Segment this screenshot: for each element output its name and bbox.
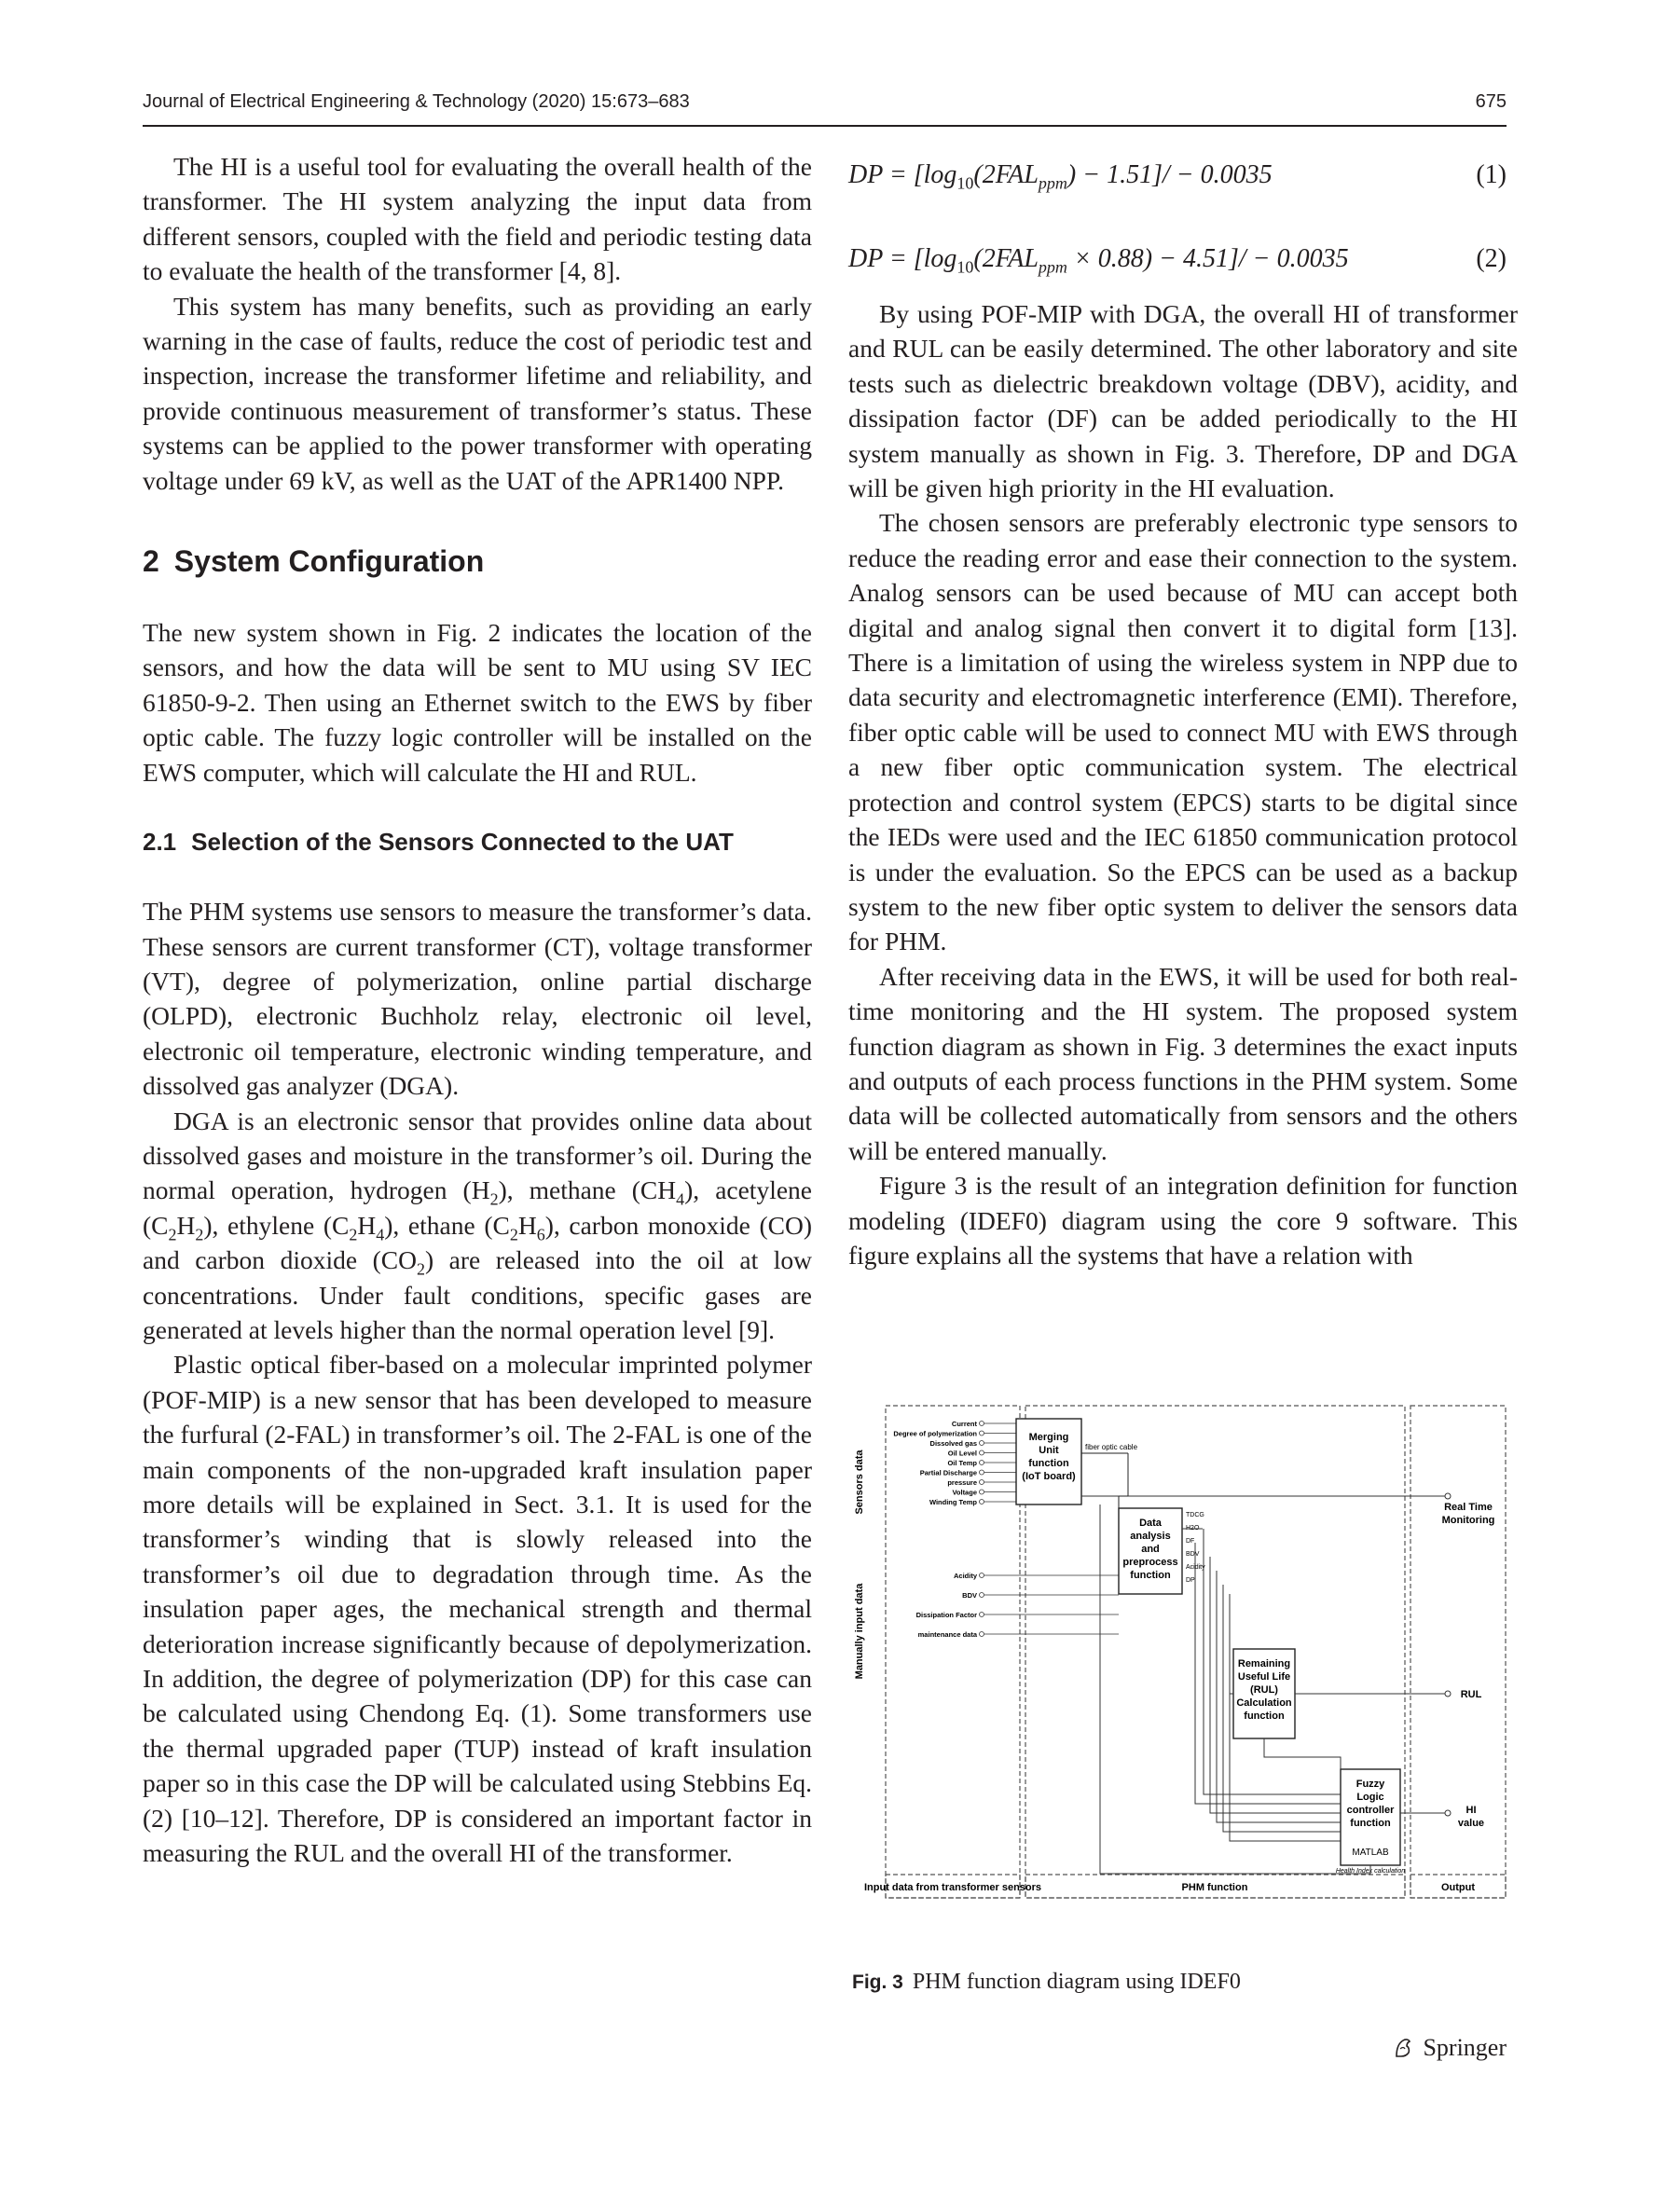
sensor-input-label: Dissolved gas bbox=[929, 1439, 977, 1448]
svg-text:and: and bbox=[1141, 1544, 1160, 1555]
svg-text:Logic: Logic bbox=[1356, 1792, 1384, 1803]
sensor-input-label: Degree of polymerization bbox=[893, 1429, 977, 1438]
paragraph: This system has many benefits, such as providing an early warning in the case of faults, reduce the cost of periodic test and inspection, increase the transformer lifetime and reliability, and provide continuous measurement of transformer’s status. These systems can be applied to the power transformer with operating voltage under 69 kV, as well as the UAT of the APR1400 NPP. bbox=[143, 291, 812, 495]
figure-caption-text: PHM function diagram using IDEF0 bbox=[912, 1970, 1241, 1994]
paragraph: DGA is an electronic sensor that provides online data about dissolved gases and moisture in the transformer’s oil. During the normal operation, hydrogen $(H_2)$, methane $(CH_4)$, acetylene $(C_2H_2)$, ethylene $(C_2H_4)$, ethane $(C_2H_6)$, carbon monoxide (CO) and carbon dioxide $(CO_2)$ are released into the oil at low concentrations. Under fault conditions, specific gases are generated at levels higher than the normal operation level [9]. bbox=[143, 1106, 813, 1344]
svg-text:function: function bbox=[1350, 1818, 1391, 1829]
phm-region-label: PHM function bbox=[1181, 1882, 1248, 1893]
svg-text:controller: controller bbox=[1346, 1805, 1395, 1816]
svg-text:function: function bbox=[1028, 1458, 1069, 1469]
svg-text:Data: Data bbox=[1139, 1518, 1162, 1529]
input-connector-icon bbox=[980, 1573, 984, 1578]
left-column bbox=[143, 149, 812, 1870]
figure-caption bbox=[852, 1970, 1241, 1995]
svg-text:Monitoring: Monitoring bbox=[1441, 1515, 1495, 1526]
idef0-diagram bbox=[848, 1403, 1510, 1920]
input-region-label: Input data from transformer sensors bbox=[863, 1882, 1042, 1893]
right-column bbox=[848, 296, 1518, 1272]
equation-number: (2) bbox=[1476, 244, 1507, 273]
svg-text:function: function bbox=[1244, 1711, 1285, 1722]
svg-text:Calculation: Calculation bbox=[1236, 1697, 1292, 1709]
analysis-output-label: TDCG bbox=[1186, 1512, 1204, 1518]
svg-text:Useful Life: Useful Life bbox=[1237, 1671, 1291, 1683]
svg-text:preprocess: preprocess bbox=[1122, 1557, 1178, 1568]
analysis-output-label: DP bbox=[1186, 1577, 1195, 1584]
section-number: 2 bbox=[143, 544, 159, 579]
input-connector-icon bbox=[980, 1500, 984, 1504]
analysis-output-label: H2O bbox=[1186, 1525, 1200, 1532]
manual-input-label: Dissipation Factor bbox=[915, 1611, 977, 1619]
figure-label: Fig. 3 bbox=[852, 1972, 903, 1993]
springer-horse-icon bbox=[1391, 2036, 1415, 2060]
svg-text:Merging: Merging bbox=[1028, 1432, 1069, 1443]
rul-output-label: RUL bbox=[1460, 1689, 1482, 1700]
running-header: Journal of Electrical Engineering & Technology (2020) 15:673–683 bbox=[143, 91, 690, 112]
analysis-outputs bbox=[1186, 1512, 1205, 1584]
paragraph: The HI is a useful tool for evaluating the overall health of the transformer. The HI system analyzing the input data from different sensors, coupled with the field and periodic testing data to evaluate the health of the transformer [4, 8]. bbox=[143, 152, 812, 286]
fiber-optic-label: fiber optic cable bbox=[1085, 1443, 1138, 1451]
hi-value-label: HI bbox=[1465, 1805, 1477, 1816]
matlab-label: MATLAB bbox=[1352, 1848, 1389, 1858]
paragraph: The chosen sensors are preferably electronic type sensors to reduce the reading error and ease their connection to the system. Analog sensors can be used because of MU can accept both digital and analog signal then convert it to digital form [13]. There is a limitation of using the wireless system in NPP due to data security and electromagnetic interference (EMI). Therefore, fiber optic cable will be used to connect MU with EWS through a new fiber optic communication system. The electrical protection and control system (EPCS) starts to be digital since the IEDs were used and the IEC 61850 communication protocol is under the evaluation. So the EPCS can be used as a backup system to the new fiber optic system to deliver the sensors data for PHM. bbox=[848, 508, 1518, 956]
health-index-label: Health Index calculation bbox=[1335, 1868, 1406, 1875]
sensors-data-label: Sensors data bbox=[854, 1449, 865, 1515]
sensor-input-label: Voltage bbox=[952, 1488, 977, 1497]
subsection-number: 2.1 bbox=[143, 828, 177, 857]
equation-1: DP = $[\log_{10}(2FAL_{ppm}) - 1.51]/ - 0.0035$ (1) bbox=[848, 160, 1507, 193]
output-region-label: Output bbox=[1440, 1882, 1476, 1893]
header-rule bbox=[143, 125, 1507, 127]
input-connector-icon bbox=[980, 1632, 984, 1637]
subsection-heading bbox=[143, 825, 812, 859]
input-connector-icon bbox=[980, 1480, 984, 1485]
svg-text:Unit: Unit bbox=[1039, 1445, 1059, 1456]
paragraph: Plastic optical fiber-based on a molecular imprinted polymer (POF-MIP) is a new sensor that has been developed to measure the furfural (2-FAL) in transformer’s oil. The 2-FAL is one of the main components of the non-upgraded kraft insulation paper more details will be explained in Sect. 3.1. It is used for the transformer’s winding that is slowly released into the transformer’s oil due to degradation through time. As the insulation paper ages, the mechanical strength and thermal deterioration increase significantly because of depolymerization. In addition, the degree of polymerization (DP) for this case can be calculated using Chendong Eq. (1). Some transformers use the thermal upgraded paper (TUP) instead of kraft insulation paper so in this case the DP will be calculated using Stebbins Eq. (2) [10–12]. Therefore, DP is considered an important factor in measuring the RUL and the overall HI of the transformer. bbox=[143, 1350, 812, 1868]
analysis-output-label: BDV bbox=[1186, 1551, 1200, 1558]
page-number: 675 bbox=[1475, 91, 1507, 112]
input-connector-icon bbox=[980, 1593, 984, 1598]
manual-input-label: Manually input data bbox=[854, 1583, 865, 1680]
manual-input-label: maintenance data bbox=[917, 1630, 977, 1639]
svg-text:analysis: analysis bbox=[1130, 1531, 1171, 1542]
svg-text:Remaining: Remaining bbox=[1237, 1658, 1291, 1669]
section-heading bbox=[143, 543, 812, 580]
equation-2: DP = $[\log_{10}(2FAL_{ppm} \times 0.88) - 4.51]/ - 0.0035$ (2) bbox=[848, 244, 1507, 277]
input-connector-icon bbox=[980, 1422, 984, 1426]
input-connector-icon bbox=[980, 1431, 984, 1436]
paragraph: By using POF-MIP with DGA, the overall HI of transformer and RUL can be easily determined. The other laboratory and site tests such as dielectric breakdown voltage (DBV), acidity, and dissipation factor (DF) can be added periodically to the HI system manually as shown in Fig. 3. Therefore, DP and DGA will be given high priority in the HI evaluation. bbox=[848, 299, 1518, 503]
sensor-input-label: Oil Level bbox=[947, 1449, 977, 1458]
sensor-input-label: Partial Discharge bbox=[919, 1468, 977, 1477]
sensor-input-label: Oil Temp bbox=[947, 1459, 977, 1467]
input-connector-icon bbox=[980, 1490, 984, 1494]
paragraph: Figure 3 is the result of an integration definition for function modeling (IDEF0) diagram using the core 9 software. This figure explains all the systems that have a relation with bbox=[848, 1171, 1518, 1270]
manual-input-label: BDV bbox=[962, 1591, 977, 1600]
subsection-title: Selection of the Sensors Connected to the UAT bbox=[191, 828, 734, 857]
input-connector-icon bbox=[980, 1461, 984, 1465]
sensor-inputs bbox=[893, 1420, 1016, 1506]
equation-number: (1) bbox=[1476, 160, 1507, 189]
manual-input-label: Acidity bbox=[953, 1572, 977, 1580]
svg-text:(RUL): (RUL) bbox=[1250, 1684, 1278, 1696]
sensor-input-label: Current bbox=[951, 1420, 977, 1428]
section-title: System Configuration bbox=[173, 544, 485, 579]
input-connector-icon bbox=[980, 1613, 984, 1617]
analysis-output-label: DF bbox=[1186, 1538, 1195, 1545]
sensor-input-label: Winding Temp bbox=[929, 1498, 977, 1506]
paragraph: The PHM systems use sensors to measure the transformer’s data. These sensors are current transformer (CT), voltage transformer (VT), degree of polymerization, online partial discharge (OLPD), electronic Buchholz relay, electronic oil level, electronic oil temperature, electronic winding temperature, and dissolved gas analyzer (DGA). bbox=[143, 897, 812, 1101]
analysis-output-label: Acidity bbox=[1186, 1564, 1205, 1571]
real-time-monitoring-label: Real Time bbox=[1444, 1502, 1493, 1513]
sensor-input-label: pressure bbox=[947, 1478, 977, 1487]
publisher-logo bbox=[1391, 2034, 1507, 2062]
paragraph: The new system shown in Fig. 2 indicates the location of the sensors, and how the data will be sent to MU using SV IEC 61850-9-2. Then using an Ethernet switch to the EWS by fiber optic cable. The fuzzy logic controller will be installed on the EWS computer, which will calculate the HI and RUL. bbox=[143, 618, 812, 787]
svg-text:value: value bbox=[1457, 1818, 1485, 1829]
input-connector-icon bbox=[980, 1441, 984, 1446]
svg-text:function: function bbox=[1130, 1570, 1171, 1581]
paragraph: After receiving data in the EWS, it will be used for both real-time monitoring and the HI system. The proposed system function diagram as shown in Fig. 3 determines the exact inputs and outputs of each process functions in the PHM system. Some data will be collected automatically from sensors and the others will be entered manually. bbox=[848, 961, 1518, 1165]
input-connector-icon bbox=[980, 1450, 984, 1455]
svg-text:Fuzzy: Fuzzy bbox=[1355, 1779, 1385, 1790]
svg-text:(IoT board): (IoT board) bbox=[1022, 1471, 1076, 1482]
manual-inputs bbox=[916, 1572, 1119, 1639]
publisher-name: Springer bbox=[1423, 2034, 1507, 2061]
input-connector-icon bbox=[980, 1470, 984, 1475]
